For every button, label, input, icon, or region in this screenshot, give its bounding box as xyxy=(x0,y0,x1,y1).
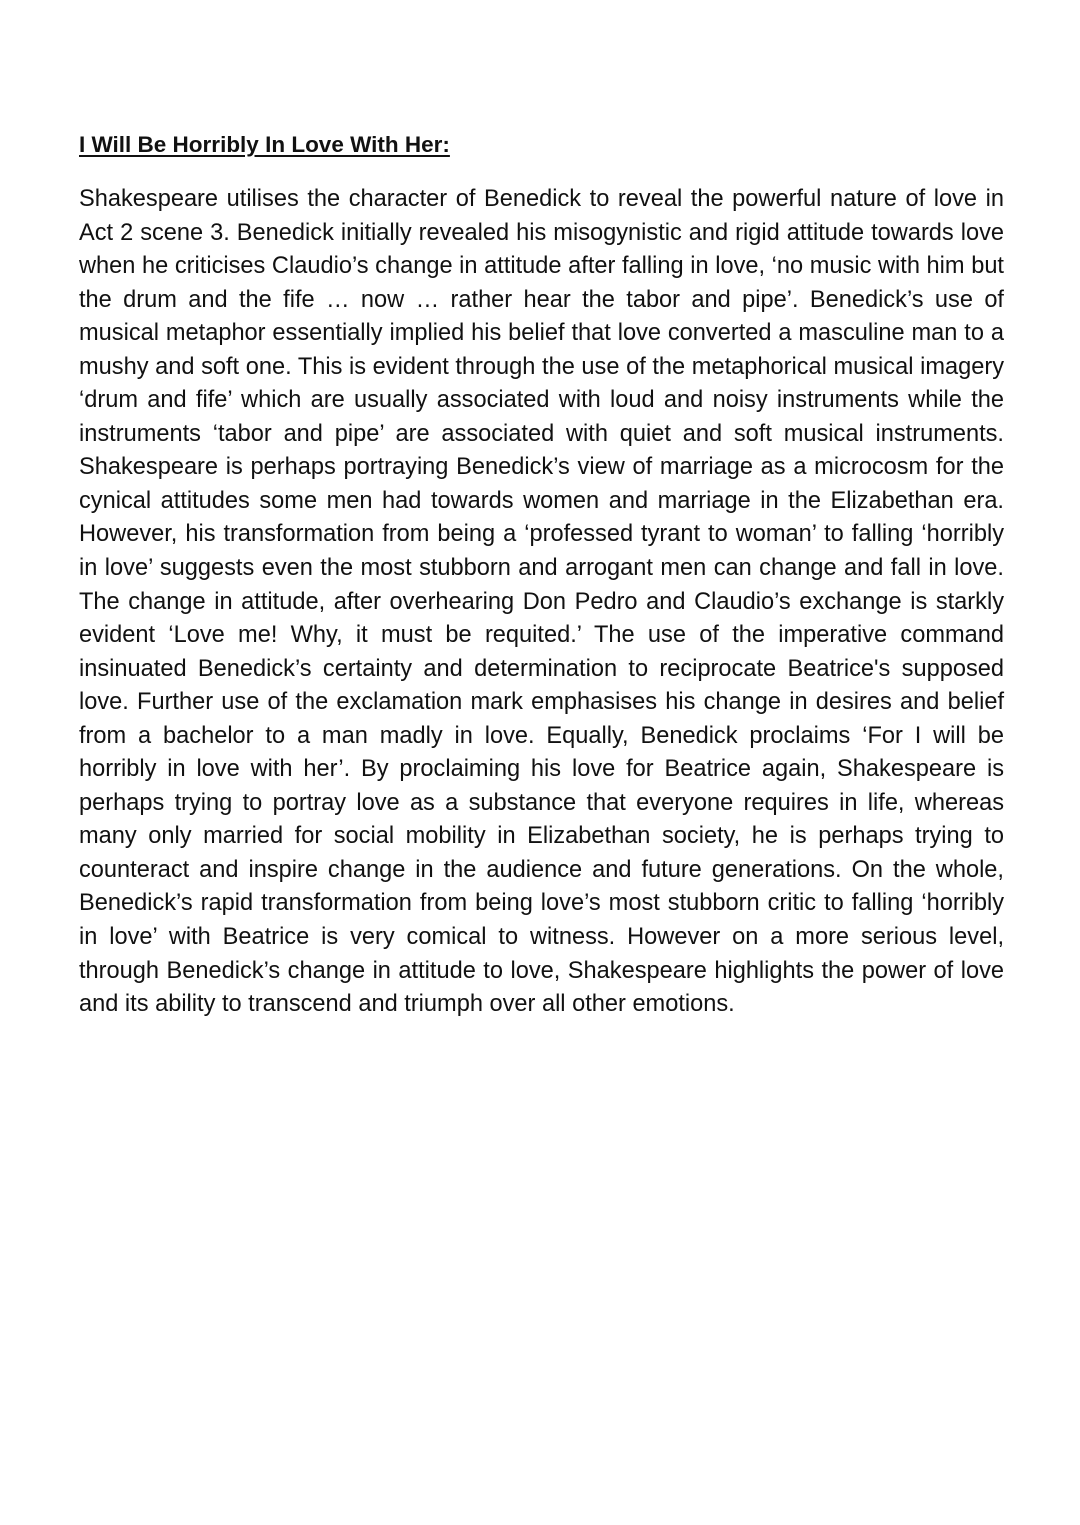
document-heading: I Will Be Horribly In Love With Her: xyxy=(79,132,450,157)
essay-paragraph: Shakespeare utilises the character of Benedick to reveal the powerful nature of love in Act 2 scene 3. Benedick initially revealed his misogynistic and rigid attitude towards love when he criticises Claudio’s change in attitude after falling in love, ‘no music with him but the drum and the fife … now … rather hear the tabor and pipe’. Benedick’s use of musical metaphor essentially implied his belief that love converted a masculine man to a mushy and soft one. This is evident through the use of the metaphorical musical imagery ‘drum and fife’ which are usually associated with loud and noisy instruments while the instruments ‘tabor and pipe’ are associated with quiet and soft musical instruments. Shakespeare is perhaps portraying Benedick’s view of marriage as a microcosm for the cynical attitudes some men had towards women and marriage in the Elizabethan era. However, his transformation from being a ‘professed tyrant to woman’ to falling ‘horribly in love’ suggests even the most stubborn and arrogant men can change and fall in love. The change in attitude, after overhearing Don Pedro and Claudio’s exchange is starkly evident ‘Love me! Why, it must be requited.’ The use of the imperative command insinuated Benedick’s certainty and determination to reciprocate Beatrice's supposed love. Further use of the exclamation mark emphasises his change in desires and belief from a bachelor to a man madly in love. Equally, Benedick proclaims ‘For I will be horribly in love with her’. By proclaiming his love for Beatrice again, Shakespeare is perhaps trying to portray love as a substance that everyone requires in life, whereas many only married for social mobility in Elizabethan society, he is perhaps trying to counteract and inspire change in the audience and future generations. On the whole, Benedick’s rapid transformation from being love’s most stubborn critic to falling ‘horribly in love’ with Beatrice is very comical to witness. However on a more serious level, through Benedick’s change in attitude to love, Shakespeare highlights the power of love and its ability to transcend and triumph over all other emotions. xyxy=(79,186,1004,1018)
